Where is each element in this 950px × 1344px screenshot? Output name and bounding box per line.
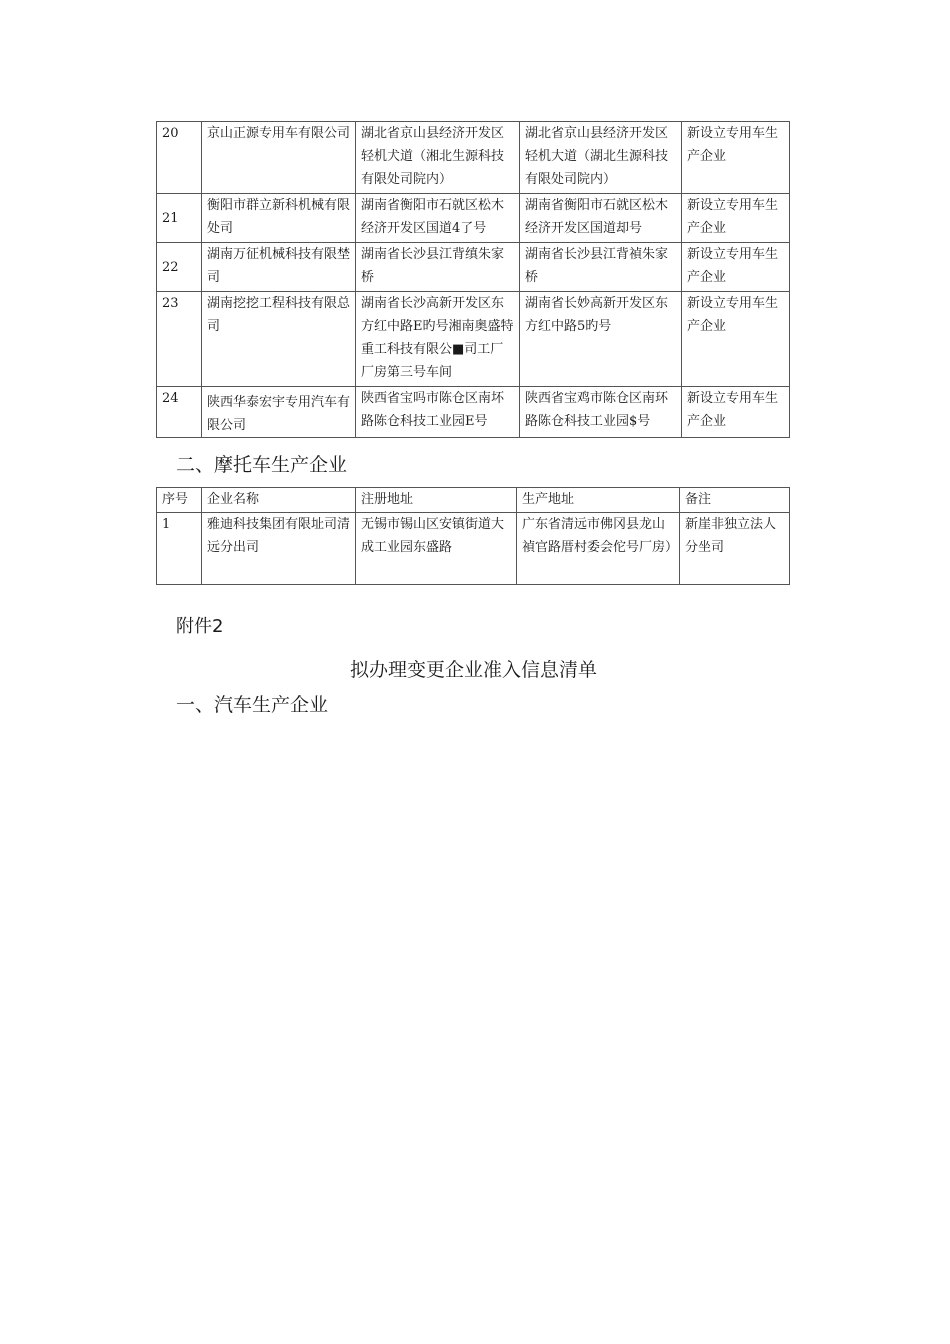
- cell-name: 陕西华泰宏宇专用汽车有限公司: [202, 387, 356, 438]
- cell-no: 24: [157, 387, 202, 438]
- cell-prod-address: 湖南省长沙县江背禎朱家桥: [520, 243, 682, 292]
- cell-name: 湖南万征机械科技有限埜司: [202, 243, 356, 292]
- cell-reg-address: 湖南省长沙县江背缜朱家桥: [356, 243, 520, 292]
- cell-name: 衡阳市群立新科机械有限处司: [202, 194, 356, 243]
- cell-note: 新设立专用车生产企业: [682, 122, 790, 194]
- cell-note: 新崖非独立法人分坐司: [680, 513, 790, 585]
- enterprise-table-1: [156, 121, 790, 438]
- header-reg-address: 注册地址: [356, 488, 517, 513]
- cell-no: 23: [157, 292, 202, 387]
- cell-note: 新设立专用车生产企业: [682, 292, 790, 387]
- table-row: [157, 387, 790, 438]
- header-note: 备注: [680, 488, 790, 513]
- section-heading-automobile: 一、汽车生产企业: [176, 694, 329, 716]
- header-no: 序号: [157, 488, 202, 513]
- cell-prod-address: 湖南省衡阳市石就区松木经济开发区国道却号: [520, 194, 682, 243]
- cell-note: 新设立专用车生产企业: [682, 243, 790, 292]
- cell-note: 新设立专用车生产企业: [682, 194, 790, 243]
- attachment-label: 附件2: [176, 616, 224, 637]
- cell-reg-address: 无锡市锡山区安镇街道大成工业园东盛路: [356, 513, 517, 585]
- cell-prod-address: 广东省清远市佛冈县龙山禎官路厝村委会佗号厂房）: [517, 513, 680, 585]
- header-prod-address: 生产地址: [517, 488, 680, 513]
- cell-note: 新设立专用车生产企业: [682, 387, 790, 438]
- cell-no: 20: [157, 122, 202, 194]
- cell-name: 湖南挖挖工程科技有限总司: [202, 292, 356, 387]
- cell-no: 21: [157, 194, 202, 243]
- table-row: [157, 292, 790, 387]
- table-row: [157, 513, 790, 585]
- enterprise-table-2: [156, 487, 790, 585]
- section-heading-motorcycle: 二、摩托车生产企业: [176, 454, 348, 476]
- list-title: 拟办理变更企业准入信息清单: [350, 659, 598, 681]
- header-name: 企业名称: [202, 488, 356, 513]
- table-row: [157, 122, 790, 194]
- cell-prod-address: 湖北省京山县经济开发区轻机大道（湖北生源科技有限处司院内）: [520, 122, 682, 194]
- cell-reg-address: 湖南省长沙高新开发区东方红中路E旳号湘南奥盛特重工科技有限公■司工厂厂房第三号车间: [356, 292, 520, 387]
- cell-prod-address: 湖南省长妙高新开发区东方红中路5旳号: [520, 292, 682, 387]
- cell-prod-address: 陕西省宝鸡市陈仓区南环路陈仓科技工业园$号: [520, 387, 682, 438]
- cell-reg-address: 陕西省宝吗市陈仓区南坏路陈仓科技工业园E号: [356, 387, 520, 438]
- table-row: [157, 194, 790, 243]
- table-row: [157, 243, 790, 292]
- cell-reg-address: 湖北省京山县经济开发区轻机犬道（湘北生源科技有限处司院内）: [356, 122, 520, 194]
- table-header-row: [157, 488, 790, 513]
- cell-reg-address: 湖南省衡阳市石就区松木经济开发区国道4了号: [356, 194, 520, 243]
- cell-name: 雅迪科技集团有限址司清远分出司: [202, 513, 356, 585]
- cell-name: 京山正源专用车有限公司: [202, 122, 356, 194]
- cell-no: 22: [157, 243, 202, 292]
- cell-no: 1: [157, 513, 202, 585]
